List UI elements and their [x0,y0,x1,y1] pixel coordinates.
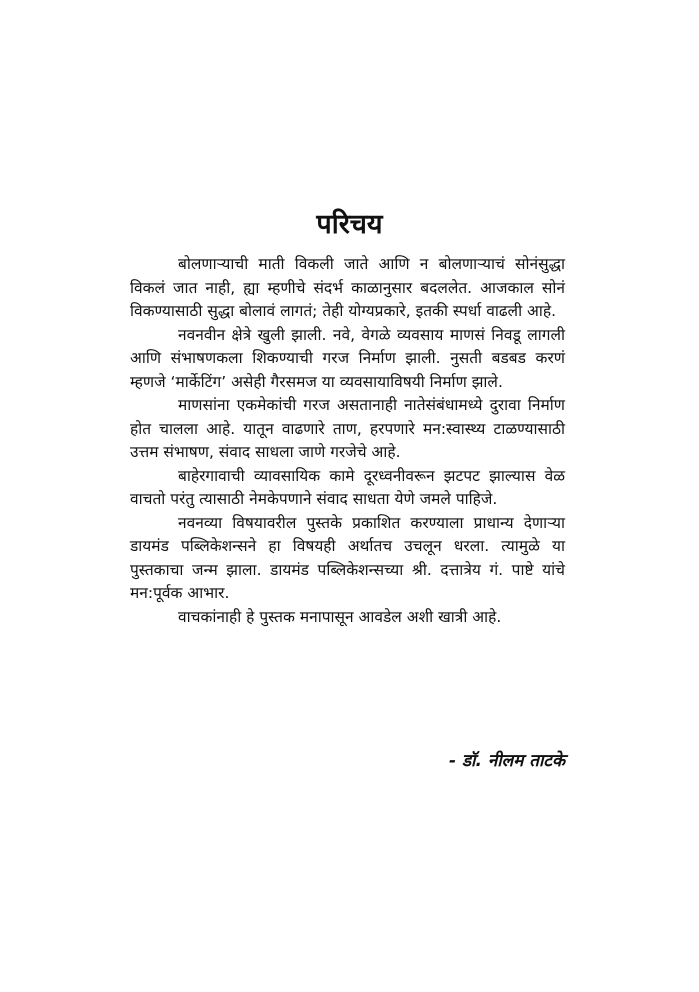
page-title: परिचय [316,209,383,240]
paragraph-3: माणसांना एकमेकांची गरज असतानाही नातेसंबंधामध्ये दुरावा निर्माण होत चालला आहे. यातून वाढणारे ताण, हरपणारे मन:स्वास्थ्य टाळण्यासाठी उत्तम संभाषण, संवाद साधला जाणे गरजेचे आहे. [130,396,565,461]
paragraph-6: वाचकांनाही हे पुस्तक मनापासून आवडेल अशी खात्री आहे. [178,607,502,626]
paragraph-1: बोलणाऱ्याची माती विकली जाते आणि न बोलणाऱ्याचं सोनंसुद्धा विकलं जात नाही, ह्या म्हणीचे संदर्भ काळानुसार बदललेत. आजकाल सोनं विकण्यासाठी सुद्धा बोलावं लागतं; तेही योग्यप्रकारे, इतकी स्पर्धा वाढली आहे. [130,255,565,320]
paragraph-2: नवनवीन क्षेत्रे खुली झाली. नवे, वेगळे व्यवसाय माणसं निवडू लागली आणि संभाषणकला शिकण्याची गरज निर्माण झाली. नुसती बडबड करणं म्हणजे ‘मार्केटिंग’ असेही गैरसमज या व्यवसायाविषयी निर्माण झाले. [130,325,565,391]
paragraph-5: नवनव्या विषयावरील पुस्तके प्रकाशित करण्याला प्राधान्य देणाऱ्या डायमंड पब्लिकेशन्सने हा विषयही अर्थातच उचलून धरला. त्यामुळे या पुस्तकाचा जन्म झाला. डायमंड पब्लिकेशन्सच्या श्री. दत्तात्रेय गं. पाष्टे यांचे मन:पूर्वक आभार. [130,513,565,602]
paragraph-4: बाहेरगावाची व्यावसायिक कामे दूरध्वनीवरून झटपट झाल्यास वेळ वाचतो परंतु त्यासाठी नेमकेपणाने संवाद साधता येणे जमले पाहिजे. [130,466,565,508]
author-signature: - डॉ. नीलम ताटके [448,751,565,771]
introduction-body [130,253,565,629]
